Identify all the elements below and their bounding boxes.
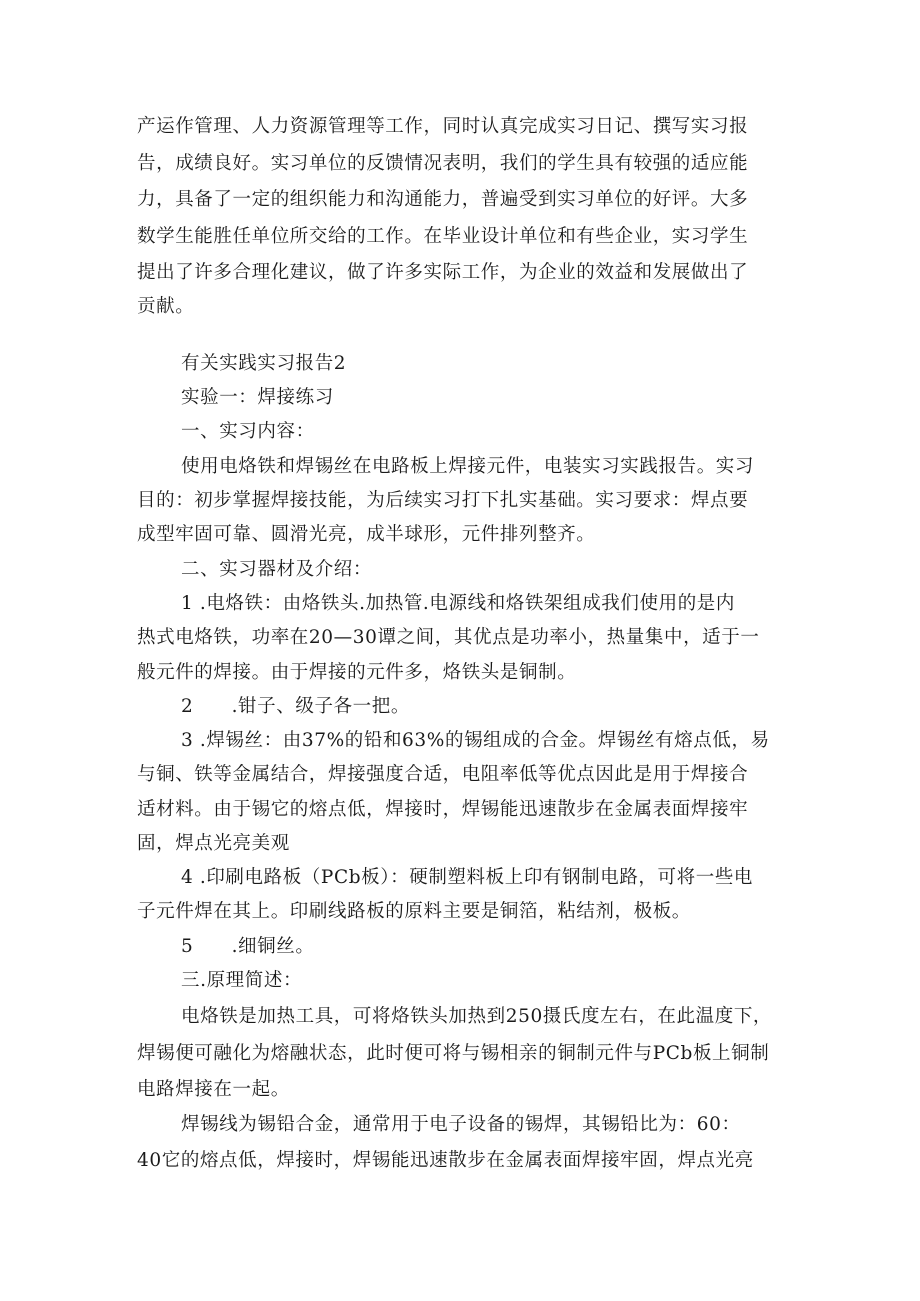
text-line — [0, 256, 920, 290]
text-line-content: 告，成绩良好。实习单位的反馈情况表明，我们的学生具有较强的适应能 — [137, 153, 749, 174]
section-title — [0, 347, 920, 381]
text-line-content: 焊锡便可融化为熔融状态，此时便可将与锡相亲的铜制元件与PCb板上铜制 — [137, 1043, 770, 1064]
text-line-content: 热式电烙铁，功率在20—30谭之间，其优点是功率小，热量集中，适于一 — [137, 627, 760, 648]
text-line-content: 目的：初步掌握焊接技能，为后续实习打下扎实基础。实习要求：焊点要 — [137, 490, 749, 511]
text-line — [0, 450, 920, 484]
text-line-content: 40它的熔点低，焊接时，焊锡能迅速散步在金属表面焊接牢固，焊点光亮 — [137, 1150, 754, 1171]
text-line — [0, 587, 920, 621]
text-line — [0, 110, 920, 144]
text-line — [0, 724, 920, 758]
text-line — [0, 861, 920, 895]
text-line-content: 提出了许多合理化建议，做了许多实际工作，为企业的效益和发展做出了 — [137, 262, 749, 283]
heading — [0, 415, 920, 449]
text-line-content: 电烙铁是加热工具，可将烙铁头加热到250摄氏度左右，在此温度下， — [181, 1006, 773, 1027]
text-line — [0, 484, 920, 518]
text-line-content: 与铜、铁等金属结合，焊接强度合适，电阻率低等优点因此是用于焊接合 — [137, 764, 749, 785]
text-line-content: 焊锡线为锡铅合金，通常用于电子设备的锡焊，其锡铅比为：60： — [181, 1114, 741, 1135]
text-line — [0, 827, 920, 861]
heading — [0, 381, 920, 415]
text-line — [0, 690, 920, 724]
text-line-content: 2 .钳子、级子各一把。 — [181, 696, 410, 717]
text-line-content: 1 .电烙铁：由烙铁头.加热管.电源线和烙铁架组成我们使用的是内 — [181, 593, 735, 614]
text-line — [0, 656, 920, 690]
text-line-content: 成型牢固可靠、圆滑光亮，成半球形，元件排列整齐。 — [137, 524, 596, 545]
text-line — [0, 793, 920, 827]
text-line — [0, 220, 920, 254]
text-line-content: 5 .细铜丝。 — [181, 936, 315, 957]
text-line-content: 使用电烙铁和焊锡丝在电路板上焊接元件，电装实习实践报告。实习 — [181, 456, 755, 477]
text-line — [0, 895, 920, 929]
text-line — [0, 518, 920, 552]
text-line-content: 力，具备了一定的组织能力和沟通能力，普遍受到实习单位的好评。大多 — [137, 189, 749, 210]
text-line-content: 三.原理简述： — [181, 970, 303, 991]
text-line — [0, 1037, 920, 1071]
text-line-content: 子元件焊在其上。印刷线路板的原料主要是铜箔，粘结剂，极板。 — [137, 901, 691, 922]
text-line — [0, 1073, 920, 1107]
heading — [0, 964, 920, 998]
text-line-content: 产运作管理、人力资源管理等工作，同时认真完成实习日记、撰写实习报 — [137, 116, 749, 137]
text-line-content: 电路焊接在一起。 — [137, 1079, 290, 1100]
text-line-content: 有关实践实习报告2 — [181, 353, 347, 374]
text-line-content: 固，焊点光亮美观 — [137, 833, 290, 854]
text-line — [0, 147, 920, 181]
heading — [0, 553, 920, 587]
text-line — [0, 1000, 920, 1034]
text-line — [0, 290, 920, 324]
text-line-content: 3 .焊锡丝：由37%的铅和63%的锡组成的合金。焊锡丝有熔点低，易 — [181, 730, 770, 751]
text-line-content: 实验一：焊接练习 — [181, 387, 334, 408]
text-line — [0, 621, 920, 655]
text-line — [0, 930, 920, 964]
text-line — [0, 183, 920, 217]
text-line — [0, 758, 920, 792]
text-line-content: 般元件的焊接。由于焊接的元件多，烙铁头是铜制。 — [137, 662, 577, 683]
text-line — [0, 1144, 920, 1178]
text-line-content: 4 .印刷电路板（PCb板）：硬制塑料板上印有钢制电路，可将一些电 — [181, 867, 754, 888]
text-line-content: 贡献。 — [137, 296, 195, 317]
text-line-content: 适材料。由于锡它的熔点低，焊接时，焊锡能迅速散步在金属表面焊接牢 — [137, 799, 749, 820]
text-line-content: 一、实习内容： — [181, 421, 315, 442]
text-line-content: 二、实习器材及介绍： — [181, 559, 373, 580]
text-line — [0, 1108, 920, 1142]
text-line-content: 数学生能胜任单位所交给的工作。在毕业设计单位和有些企业，实习学生 — [137, 226, 749, 247]
